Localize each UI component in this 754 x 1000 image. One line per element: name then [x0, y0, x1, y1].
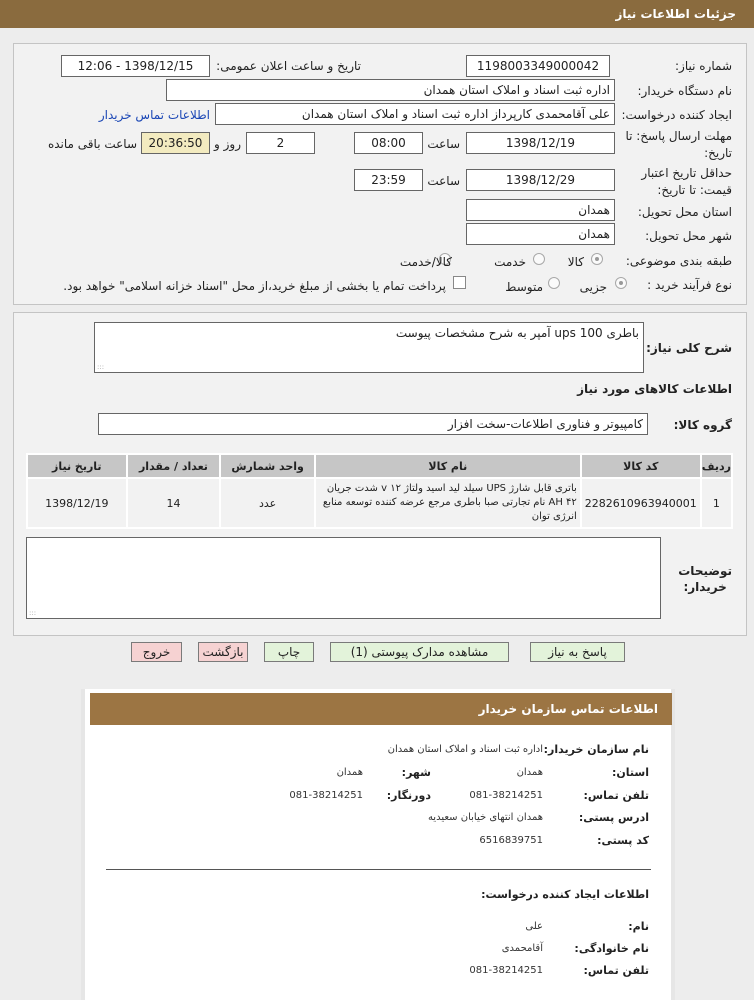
buyer-notes-label-line1: توضیحات	[678, 564, 732, 578]
resize-grip-icon[interactable]: :::	[97, 363, 105, 371]
announce-label: تاریخ و ساعت اعلان عمومی:	[216, 59, 361, 73]
table-row	[27, 478, 732, 528]
validity-time-field: 23:59	[354, 169, 423, 191]
cell-name: باتری قابل شارژ UPS سیلد لید اسید ولتاژ ۱۲ v شدت جریان ۴۲ AH نام تجارتی صبا باطری مرجع عرضه کننده توسعه منابع انرژی توان	[315, 478, 581, 528]
buyer-notes-label	[678, 563, 732, 595]
cell-unit: عدد	[220, 478, 314, 528]
process-option-medium: متوسط	[505, 280, 543, 294]
days-field: 2	[246, 132, 315, 154]
cell-code: 2282610963940001	[581, 478, 701, 528]
exit-button[interactable]: خروج	[131, 642, 182, 662]
deadline-time-field: 08:00	[354, 132, 423, 154]
address-value: همدان انتهای خیابان سعیدیه	[427, 812, 543, 823]
treasury-payment-checkbox[interactable]	[453, 276, 466, 289]
contact-divider	[106, 869, 651, 870]
process-radio-minor[interactable]	[615, 277, 627, 289]
need-number-field: 1198003349000042	[466, 55, 610, 77]
cell-row: 1	[701, 478, 732, 528]
need-number-label: شماره نیاز:	[675, 59, 732, 73]
buyer-notes-textarea[interactable]	[26, 537, 661, 619]
city-label: شهر محل تحویل:	[645, 229, 732, 243]
process-label: نوع فرآیند خرید :	[647, 278, 732, 292]
buyer-label: نام دستگاه خریدار:	[637, 84, 732, 98]
attachments-button[interactable]: مشاهده مدارک پیوستی (1)	[330, 642, 509, 662]
creator-info-title: اطلاعات ایجاد کننده درخواست:	[481, 888, 649, 901]
province-label: استان محل تحویل:	[637, 205, 732, 219]
category-option-goods: کالا	[567, 255, 584, 269]
resize-grip-icon[interactable]: :::	[29, 609, 37, 617]
goods-group-field: کامپیوتر و فناوری اطلاعات-سخت افزار	[98, 413, 648, 435]
col-unit: واحد شمارش	[220, 454, 314, 478]
deadline-label	[625, 128, 732, 162]
contact-fax-value: 081-38214251	[289, 790, 363, 801]
validity-label-line1: حداقل تاریخ اعتبار	[641, 166, 732, 180]
category-option-both: کالا/خدمت	[399, 255, 452, 269]
description-textarea	[94, 322, 644, 373]
remaining-time-field: 20:36:50	[141, 132, 210, 154]
category-option-service: خدمت	[494, 255, 526, 269]
goods-group-label: گروه کالا:	[673, 418, 732, 432]
process-option-minor: جزیی	[579, 280, 607, 294]
creator-phone-value: 081-38214251	[469, 965, 543, 976]
contact-city-label: شهر:	[401, 766, 431, 779]
validity-date-field: 1398/12/29	[466, 169, 615, 191]
postal-value: 6516839751	[479, 835, 543, 846]
creator-family-value: آقامحمدی	[501, 943, 543, 954]
creator-label: ایجاد کننده درخواست:	[621, 108, 732, 122]
goods-info-title: اطلاعات کالاهای مورد نیاز	[577, 382, 732, 396]
buyer-field: اداره ثبت اسناد و املاک استان همدان	[166, 79, 615, 101]
col-name: نام کالا	[315, 454, 581, 478]
print-button[interactable]: چاپ	[264, 642, 314, 662]
contact-phone-value: 081-38214251	[469, 790, 543, 801]
buyer-contact-link[interactable]: اطلاعات تماس خریدار	[98, 108, 210, 122]
days-label: روز و	[214, 137, 241, 151]
city-field: همدان	[466, 223, 615, 245]
contact-phone-label: تلفن تماس:	[583, 789, 649, 802]
validity-label	[641, 165, 732, 199]
contact-province-value: همدان	[516, 767, 543, 778]
category-label: طبقه بندی موضوعی:	[625, 254, 732, 268]
col-code: کد کالا	[581, 454, 701, 478]
deadline-label-line2: تاریخ:	[704, 146, 732, 160]
creator-name-label: نام:	[628, 920, 649, 933]
deadline-date-field: 1398/12/19	[466, 132, 615, 154]
cell-date: 1398/12/19	[27, 478, 127, 528]
category-radio-goods[interactable]	[591, 253, 603, 265]
contact-city-value: همدان	[336, 767, 363, 778]
announce-field: 1398/12/15 - 12:06	[61, 55, 210, 77]
col-date: تاریخ نیاز	[27, 454, 127, 478]
description-text: باطری 100 ups آمپر به شرح مشخصات پیوست	[395, 326, 639, 340]
creator-name-value: علی	[525, 921, 543, 932]
page-title: جزئیات اطلاعات نیاز	[0, 0, 754, 28]
category-radio-service[interactable]	[533, 253, 545, 265]
remaining-label: ساعت باقی مانده	[47, 137, 137, 151]
contact-province-label: استان:	[612, 766, 649, 779]
description-label: شرح کلی نیاز:	[646, 341, 732, 355]
validity-time-label: ساعت	[427, 174, 460, 188]
treasury-payment-note: پرداخت تمام یا بخشی از مبلغ خرید،از محل "اسناد خزانه اسلامی" خواهد بود.	[63, 279, 446, 293]
contact-card-title: اطلاعات تماس سازمان خریدار	[90, 693, 672, 725]
goods-table	[26, 453, 733, 529]
buyer-contact-card	[81, 689, 675, 1000]
process-radio-medium[interactable]	[548, 277, 560, 289]
validity-label-line2: قیمت: تا تاریخ:	[657, 183, 732, 197]
creator-family-label: نام خانوادگی:	[574, 942, 649, 955]
buyer-notes-label-line2: خریدار:	[683, 580, 727, 594]
creator-phone-label: تلفن تماس:	[583, 964, 649, 977]
reply-button[interactable]: پاسخ به نیاز	[530, 642, 625, 662]
col-row: ردیف	[701, 454, 732, 478]
creator-field: علی آقامحمدی کارپرداز اداره ثبت اسناد و املاک استان همدان	[215, 103, 615, 125]
contact-fax-label: دورنگار:	[386, 789, 431, 802]
deadline-label-line1: مهلت ارسال پاسخ: تا	[625, 129, 732, 143]
cell-qty: 14	[127, 478, 221, 528]
postal-label: کد پستی:	[597, 834, 649, 847]
province-field: همدان	[466, 199, 615, 221]
col-qty: تعداد / مقدار	[127, 454, 221, 478]
org-value: اداره ثبت اسناد و املاک استان همدان	[387, 744, 543, 755]
deadline-time-label: ساعت	[427, 137, 460, 151]
address-label: ادرس پستی:	[578, 811, 649, 824]
org-label: نام سازمان خریدار:	[543, 743, 649, 756]
back-button[interactable]: بازگشت	[198, 642, 248, 662]
goods-table-header	[27, 454, 732, 478]
